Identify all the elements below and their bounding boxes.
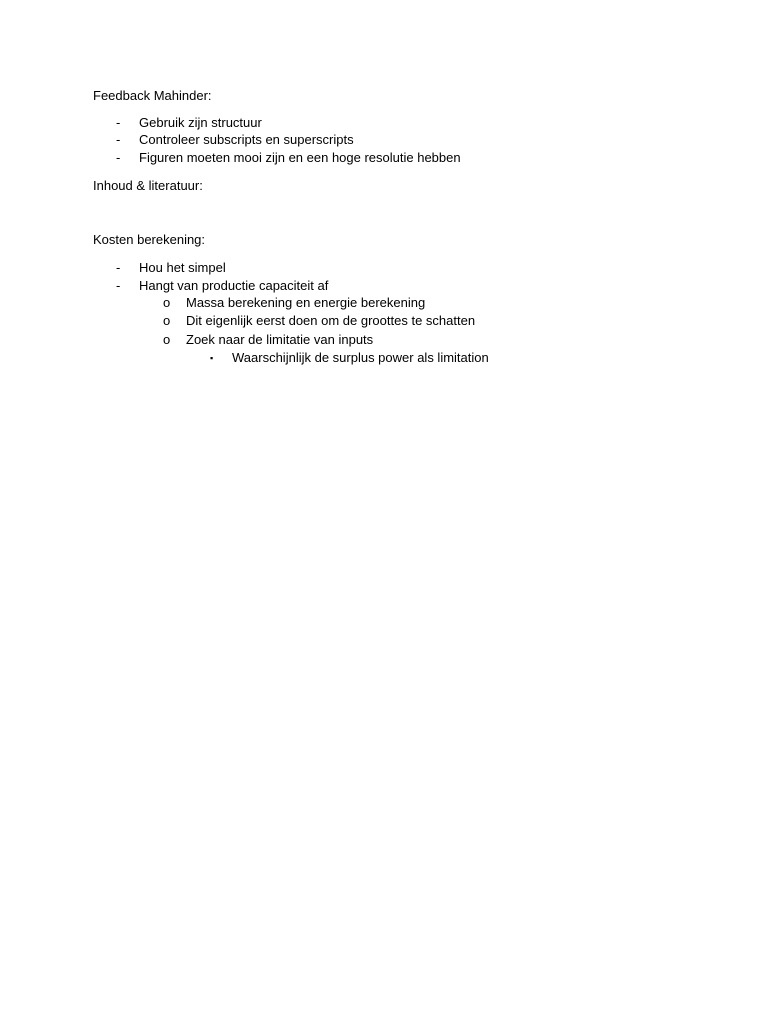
sub-list-item: Dit eigenlijk eerst doen om de groottes te schatten	[186, 313, 476, 328]
list-bullet-circle: o	[163, 313, 171, 328]
sub-sub-list-item: Waarschijnlijk de surplus power als limitation	[232, 350, 489, 365]
list-bullet-dash: -	[116, 278, 121, 293]
list-bullet-dash: -	[116, 260, 121, 275]
list-bullet-dash: -	[116, 115, 121, 130]
list-item: Controleer subscripts en superscripts	[139, 132, 354, 147]
list-bullet-dash: -	[116, 150, 121, 165]
section-heading-inhoud: Inhoud & literatuur:	[93, 178, 203, 193]
list-item: Figuren moeten mooi zijn en een hoge resolutie hebben	[139, 150, 461, 165]
list-bullet-square: ▪	[210, 353, 214, 363]
list-bullet-circle: o	[163, 295, 171, 310]
list-item: Gebruik zijn structuur	[139, 115, 262, 130]
list-bullet-dash: -	[116, 132, 121, 147]
sub-list-item: Massa berekening en energie berekening	[186, 295, 426, 310]
list-bullet-circle: o	[163, 332, 171, 347]
sub-list-item: Zoek naar de limitatie van inputs	[186, 332, 374, 347]
section-heading-kosten: Kosten berekening:	[93, 232, 206, 247]
list-item: Hangt van productie capaciteit af	[139, 278, 329, 293]
section-heading-feedback: Feedback Mahinder:	[93, 88, 212, 103]
list-item: Hou het simpel	[139, 260, 226, 275]
